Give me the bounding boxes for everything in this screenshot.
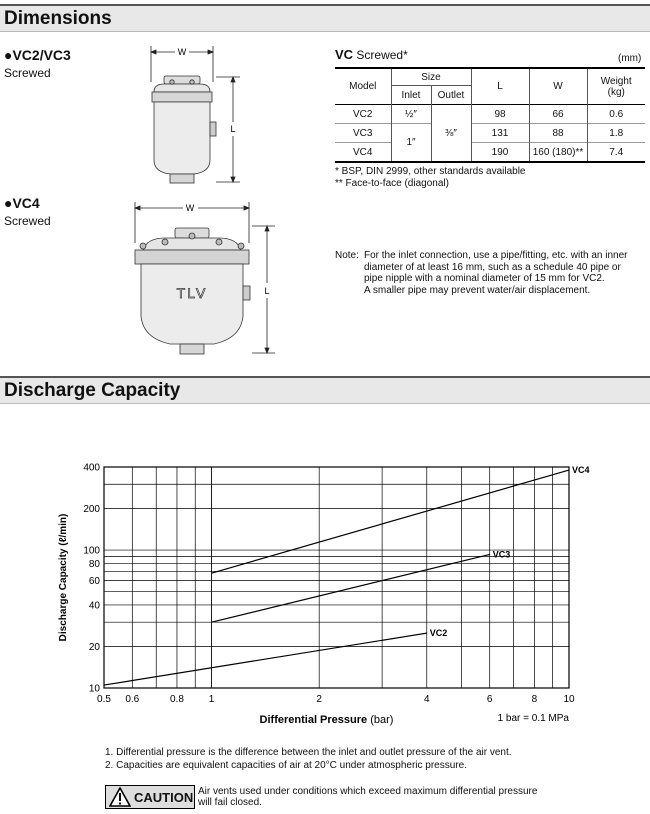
x-tick-label: 0.6	[125, 694, 140, 705]
dimensions-header	[0, 4, 650, 32]
vc4-title: VC4	[12, 195, 40, 211]
vc4-l-label: L	[264, 286, 270, 296]
unit-note: 1 bar = 0.1 MPa	[497, 713, 569, 724]
row-model: VC3	[335, 124, 391, 143]
vc23-title: VC2/VC3	[12, 47, 71, 63]
bullet-icon: ●	[4, 195, 13, 211]
note-block	[335, 250, 645, 296]
header-model: Model	[335, 68, 391, 105]
vc23-w-label: W	[177, 47, 187, 57]
x-axis-label	[260, 714, 394, 726]
note-line: pipe nipple with a nominal diameter of 15 mm for VC2.	[364, 273, 605, 284]
x-tick-label: 0.8	[170, 694, 184, 705]
plot-frame	[104, 467, 569, 688]
series-line-vc3	[212, 554, 490, 622]
note-line: A smaller pipe may prevent water/air displacement.	[364, 284, 591, 296]
chart-grid	[104, 467, 569, 688]
series-line-vc2	[104, 633, 427, 685]
table-row	[335, 105, 645, 124]
vc4-w-label: W	[185, 203, 195, 213]
table-title-rest: Screwed*	[353, 48, 408, 62]
header-weight-unit: (kg)	[607, 86, 625, 98]
header-w: W	[529, 68, 587, 105]
row-inlet: ½″	[391, 105, 431, 124]
y-tick-label: 60	[88, 576, 100, 588]
x-tick-label: 10	[563, 694, 575, 705]
row-w: 66	[529, 105, 587, 124]
y-tick-label: 10	[88, 683, 100, 695]
header-l: L	[471, 68, 529, 105]
vc4-subtitle: Screwed	[4, 214, 51, 228]
vc23-subtitle: Screwed	[4, 66, 51, 80]
x-tick-label: 8	[531, 694, 538, 705]
x-tick-label: 6	[486, 694, 493, 705]
discharge-chart	[0, 455, 650, 735]
y-tick-label: 100	[83, 545, 100, 557]
discharge-header	[0, 376, 650, 404]
row-w: 160 (180)**	[529, 143, 587, 163]
dimensions-title: Dimensions	[4, 8, 112, 29]
row-w: 88	[529, 124, 587, 143]
note-line: diameter of at least 16 mm, such as a schedule 40 pipe or	[364, 261, 621, 273]
x-tick-label: 0.5	[97, 694, 111, 705]
vc4-heading	[4, 195, 40, 211]
header-weight	[587, 68, 645, 105]
table-footnote-1: * BSP, DIN 2999, other standards available	[335, 166, 526, 177]
table-unit: (mm)	[618, 53, 642, 64]
y-tick-label: 80	[88, 558, 100, 570]
caution-label: CAUTION	[134, 789, 194, 805]
header-inlet: Inlet	[391, 86, 431, 105]
vc23-l-label: L	[230, 124, 236, 134]
row-weight: 1.8	[609, 127, 624, 139]
header-weight-label: Weight	[600, 75, 632, 87]
caution-badge	[105, 785, 195, 809]
row-inlet: 1″	[391, 124, 431, 163]
footnote-2: 2. Capacities are equivalent capacities of air at 20°C under atmospheric pressure.	[105, 760, 467, 771]
series-label-vc4: VC4	[572, 465, 590, 476]
row-model: VC4	[335, 143, 391, 163]
y-tick-label: 20	[88, 641, 100, 653]
note-label: Note:	[335, 250, 359, 261]
header-size: Size	[391, 68, 471, 86]
table-footnote-2: ** Face-to-face (diagonal)	[335, 178, 449, 189]
table-title-bold: VC	[335, 47, 354, 62]
bullet-icon: ●	[4, 47, 13, 63]
y-axis-label: Discharge Capacity (ℓ/min)	[58, 513, 69, 642]
x-axis-label-main: Differential Pressure	[259, 714, 368, 726]
table-row	[335, 124, 645, 143]
row-outlet: ⅜″	[431, 105, 471, 163]
row-weight: 7.4	[609, 146, 624, 158]
x-tick-label: 1	[208, 694, 215, 705]
row-l: 131	[471, 124, 529, 143]
vc23-heading	[4, 47, 71, 63]
vc4-drawing	[125, 198, 285, 358]
chart-ticks	[83, 463, 575, 706]
warning-triangle-icon	[109, 787, 131, 807]
x-axis-label-unit: (bar)	[367, 714, 394, 726]
series-label-vc2: VC2	[429, 628, 448, 639]
caution-text-2: will fail closed.	[198, 797, 262, 808]
table-row	[335, 143, 645, 163]
tlv-logo: TLV	[176, 285, 208, 301]
row-weight: 0.6	[609, 108, 624, 120]
row-model: VC2	[335, 105, 391, 124]
series-line-vc4	[212, 470, 569, 573]
row-l: 190	[471, 143, 529, 163]
note-line: For the inlet connection, use a pipe/fitting, etc. with an inner	[364, 250, 628, 261]
row-l: 98	[471, 105, 529, 124]
header-outlet: Outlet	[431, 86, 471, 105]
spec-table	[335, 67, 645, 163]
x-tick-label: 2	[316, 694, 322, 705]
y-tick-label: 200	[83, 504, 100, 516]
caution-text-1: Air vents used under conditions which exceed maximum differential pressure	[198, 786, 538, 797]
vc23-drawing	[140, 42, 250, 188]
table-title	[335, 47, 408, 62]
footnote-1: 1. Differential pressure is the difference between the inlet and outlet pressure of the air vent.	[105, 747, 512, 758]
y-tick-label: 400	[83, 462, 100, 474]
x-tick-label: 4	[423, 694, 430, 705]
series-label-vc3: VC3	[492, 549, 511, 560]
y-tick-label: 40	[88, 600, 100, 612]
discharge-title: Discharge Capacity	[4, 380, 181, 401]
